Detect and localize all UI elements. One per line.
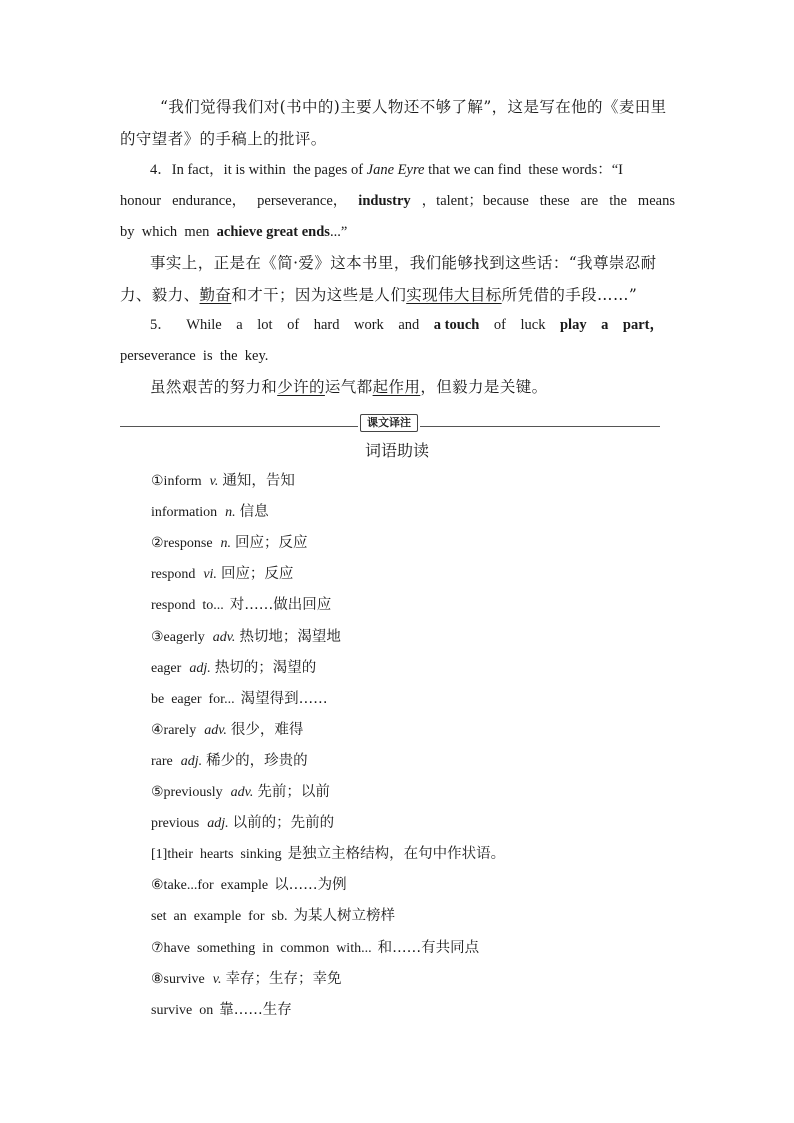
word-12: a — [601, 317, 609, 333]
word-1: While — [186, 317, 222, 333]
p4-cn-line2 — [120, 284, 637, 306]
section-badge — [358, 412, 420, 432]
word-13: part， — [622, 317, 664, 333]
glossary-entry — [151, 501, 269, 524]
p4-cn-c: 所凭借的手段……” — [501, 286, 638, 304]
word-7: the — [609, 193, 627, 209]
glossary-meaning: 幸存；生存；幸免 — [225, 971, 342, 987]
p5-cn-b: 运气都 — [324, 378, 373, 396]
glossary-entry — [151, 750, 308, 773]
glossary-entry — [151, 968, 341, 991]
word-5: hard — [313, 317, 340, 333]
glossary-meaning: 以前的；先前的 — [232, 815, 335, 831]
glossary-meaning: 回应；反应 — [235, 535, 308, 551]
glossary-entry — [151, 999, 292, 1022]
word-2: perseverance， — [257, 193, 348, 209]
glossary-meaning: 渴望得到…… — [240, 691, 328, 707]
glossary-meaning: 热切地；渴望地 — [239, 629, 341, 645]
glossary-entry — [151, 594, 331, 617]
glossary-term: ⑥take...for example — [151, 878, 269, 893]
glossary-meaning: 靠……生存 — [219, 1002, 292, 1018]
p4-line3-a: by which men — [120, 224, 217, 240]
glossary-pos: v. — [212, 972, 222, 987]
p3-cn-line1 — [160, 96, 667, 118]
glossary-term: ③eagerly — [151, 630, 205, 645]
glossary-meaning: 通知，告知 — [222, 473, 295, 489]
word-11: play — [559, 317, 587, 333]
book-title-jane-eyre: Jane Eyre — [366, 162, 425, 178]
section-badge-label: 课文译注 — [360, 414, 418, 432]
glossary-subtitle: 词语助读 — [364, 441, 429, 460]
word-8: means — [637, 193, 675, 209]
p3-cn-line2 — [120, 128, 327, 150]
glossary-entry — [151, 905, 395, 928]
glossary-pos: v. — [209, 474, 219, 489]
word-3: lot — [257, 317, 273, 333]
glossary-pos: adv. — [204, 723, 227, 738]
word-1: endurance， — [172, 193, 247, 209]
p3-cn-text-1: “我们觉得我们对(书中的)主要人物还不够了解”，这是写在他的《麦田里 — [160, 98, 667, 116]
glossary-pos: adv. — [212, 630, 236, 645]
glossary-term: [1]their hearts sinking — [151, 847, 282, 862]
glossary-term: information — [151, 505, 218, 520]
underlined-qizuoyong: 起作用 — [372, 378, 421, 396]
p4-en-line3 — [120, 221, 347, 243]
glossary-entry — [151, 470, 295, 493]
word-5: these — [539, 193, 570, 209]
word-0: honour — [120, 193, 162, 209]
glossary-term: ⑦have something in common with... — [151, 941, 372, 956]
glossary-pos: adj. — [189, 661, 211, 676]
word-6: are — [580, 193, 599, 209]
glossary-term: set an example for sb. — [151, 909, 288, 924]
word-2: a — [236, 317, 243, 333]
p4-cn-text-1: 事实上，正是在《简·爱》这本书里，我们能够找到这些话：“我尊崇忍耐 — [150, 254, 657, 272]
word-0: 5． — [150, 317, 172, 333]
underlined-shaoxu: 少许的 — [277, 378, 325, 396]
glossary-entry — [151, 874, 347, 897]
glossary-pos: adj. — [180, 754, 203, 769]
glossary-entry — [151, 688, 328, 711]
glossary-term: ⑤previously — [151, 785, 223, 800]
glossary-meaning: 回应；反应 — [220, 566, 294, 582]
glossary-entry — [151, 657, 316, 680]
word-4: ，talent；because — [421, 193, 529, 209]
p4-line3-c: ...” — [329, 224, 348, 240]
p5-cn-line — [150, 376, 548, 398]
glossary-pos: n. — [225, 505, 236, 520]
glossary-meaning: 是独立主格结构，在句中作状语。 — [287, 846, 506, 862]
glossary-meaning: 以……为例 — [274, 877, 347, 893]
glossary-term: respond — [151, 567, 196, 582]
glossary-pos: adj. — [207, 816, 229, 831]
glossary-meaning: 很少，难得 — [230, 722, 304, 738]
p3-cn-text-2: 的守望者》的手稿上的批评。 — [120, 130, 327, 148]
p5-cn-c: ，但毅力是关键。 — [420, 378, 548, 396]
glossary-pos: n. — [220, 536, 232, 551]
glossary-entry — [151, 532, 308, 555]
glossary-term: survive on — [151, 1003, 214, 1018]
p4-text-a: 4．In fact，it is within the pages of — [150, 162, 367, 178]
glossary-entry — [151, 843, 505, 866]
glossary-pos: vi. — [203, 567, 217, 582]
glossary-term: eager — [151, 661, 182, 676]
glossary-meaning: 和……有共同点 — [377, 940, 480, 956]
word-6: work — [353, 317, 384, 333]
word-7: and — [398, 317, 420, 333]
p5-en-line1 — [150, 314, 664, 336]
glossary-entry — [151, 563, 293, 586]
glossary-entry — [151, 937, 479, 960]
underlined-qinfen: 勤奋 — [199, 286, 232, 304]
p4-cn-a: 力、毅力、 — [120, 286, 200, 304]
glossary-term: ①inform — [151, 474, 202, 489]
glossary-term: rare — [151, 754, 173, 769]
p5-en-line2 — [120, 345, 268, 367]
p5-cn-a: 虽然艰苦的努力和 — [150, 378, 278, 396]
glossary-meaning: 为某人树立榜样 — [293, 908, 395, 924]
glossary-pos: adv. — [230, 785, 254, 800]
glossary-entry — [151, 719, 303, 742]
glossary-entry — [151, 812, 334, 835]
p4-en-line1 — [150, 159, 623, 181]
word-3: industry — [358, 193, 411, 209]
p4-en-line2 — [120, 190, 675, 212]
word-9: of — [493, 317, 506, 333]
phrase-achieve-great-ends: achieve great ends — [216, 224, 330, 240]
glossary-term: ②response — [151, 536, 213, 551]
glossary-term: previous — [151, 816, 200, 831]
word-10: luck — [520, 317, 546, 333]
glossary-meaning: 信息 — [239, 504, 269, 520]
glossary-term: respond to... — [151, 598, 224, 613]
word-4: of — [287, 317, 300, 333]
glossary-meaning: 稀少的，珍贵的 — [206, 753, 308, 769]
p4-cn-line1 — [150, 252, 657, 274]
glossary-meaning: 先前；以前 — [257, 784, 330, 800]
glossary-entry — [151, 626, 341, 649]
glossary-entry — [151, 781, 330, 804]
p5-line2-text: perseverance is the key. — [120, 348, 269, 364]
glossary-meaning: 热切的；渴望的 — [214, 660, 317, 676]
underlined-shixian: 实现伟大目标 — [406, 286, 502, 304]
glossary-term: be eager for... — [151, 692, 235, 707]
glossary-term: ④rarely — [151, 723, 197, 738]
glossary-meaning: 对……做出回应 — [229, 597, 332, 613]
p4-cn-b: 和才干；因为这些是人们 — [231, 286, 407, 304]
glossary-term: ⑧survive — [151, 972, 205, 987]
p4-text-b: that we can find these words：“I — [424, 162, 624, 178]
word-8: a touch — [433, 317, 480, 333]
